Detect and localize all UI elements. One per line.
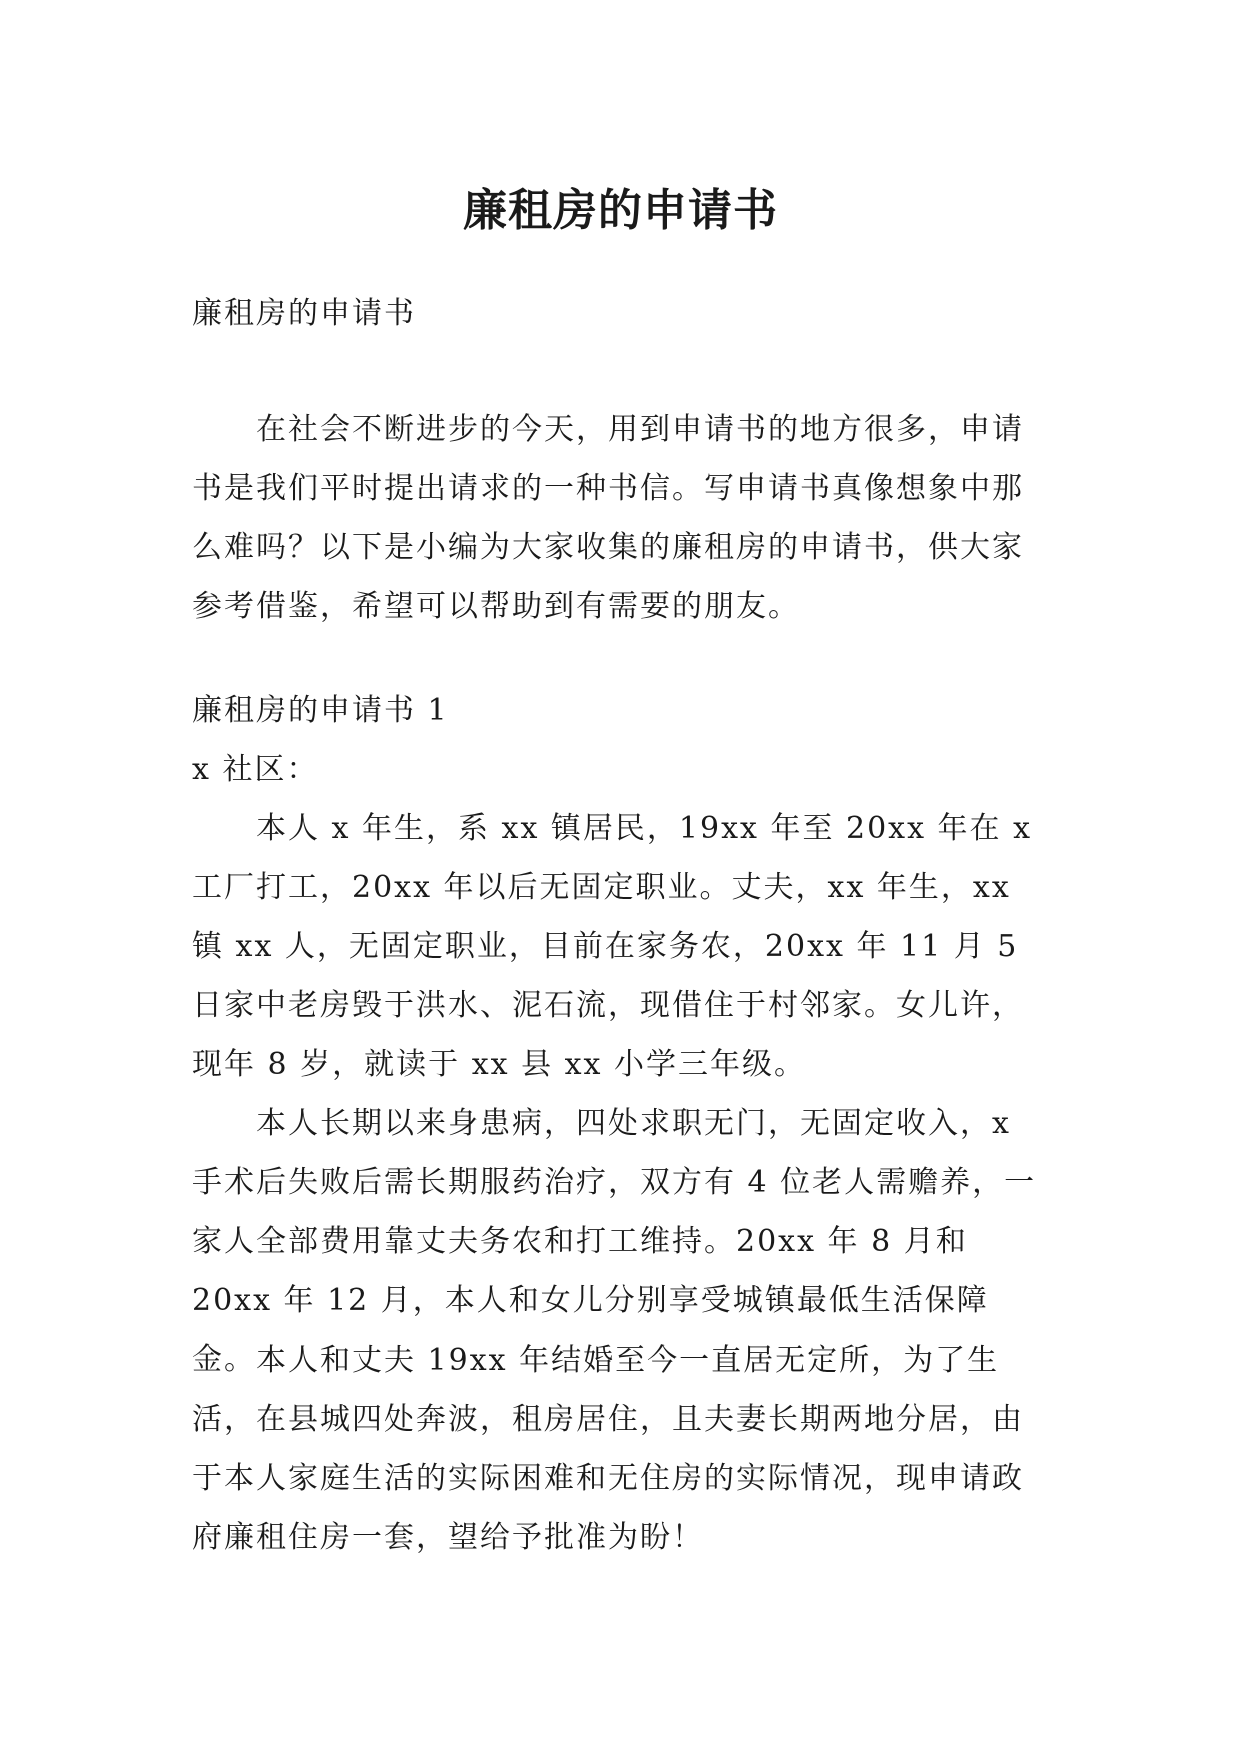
body-paragraph: 本人 x 年生，系 xx 镇居民，19xx 年至 20xx 年在 x 工厂打工，20xx 年以后无固定职业。丈夫，xx 年生，xx 镇 xx 人，无固定职业，目前在家务农，20xx 年 11 月 5 日家中老房毁于洪水、泥石流，现借住于村邻家。女儿许，现年 8 岁，就读于 xx 县 xx 小学三年级。 — [192, 811, 1032, 1082]
document-title: 廉租房的申请书 — [463, 185, 778, 237]
document-subtitle: 廉租房的申请书 — [192, 296, 416, 331]
body-paragraph: 本人和丈夫 19xx 年结婚至今一直居无定所，为了生活，在县城四处奔波，租房居住，且夫妻长期两地分居，由于本人家庭生活的实际困难和无住房的实际情况，现申请政府廉租住房一套，望给予批准为盼！ — [192, 1343, 1024, 1555]
body-paragraph: 本人长期以来身患病，四处求职无门，无固定收入，x 手术后失败后需长期服药治疗，双方有 4 位老人需赡养，一家人全部费用靠丈夫务农和打工维持。20xx 年 8 月和 20xx 年 12 月，本人和女儿分别享受城镇最低生活保障金。 — [192, 1106, 1037, 1377]
section-heading: 廉租房的申请书 1 — [192, 693, 449, 728]
intro-paragraph: 在社会不断进步的今天，用到申请书的地方很多，申请书是我们平时提出请求的一种书信。写申请书真像想象中那么难吗？以下是小编为大家收集的廉租房的申请书，供大家参考借鉴，希望可以帮助到有需要的朋友。 — [192, 412, 1024, 624]
salutation: x 社区： — [192, 752, 319, 787]
